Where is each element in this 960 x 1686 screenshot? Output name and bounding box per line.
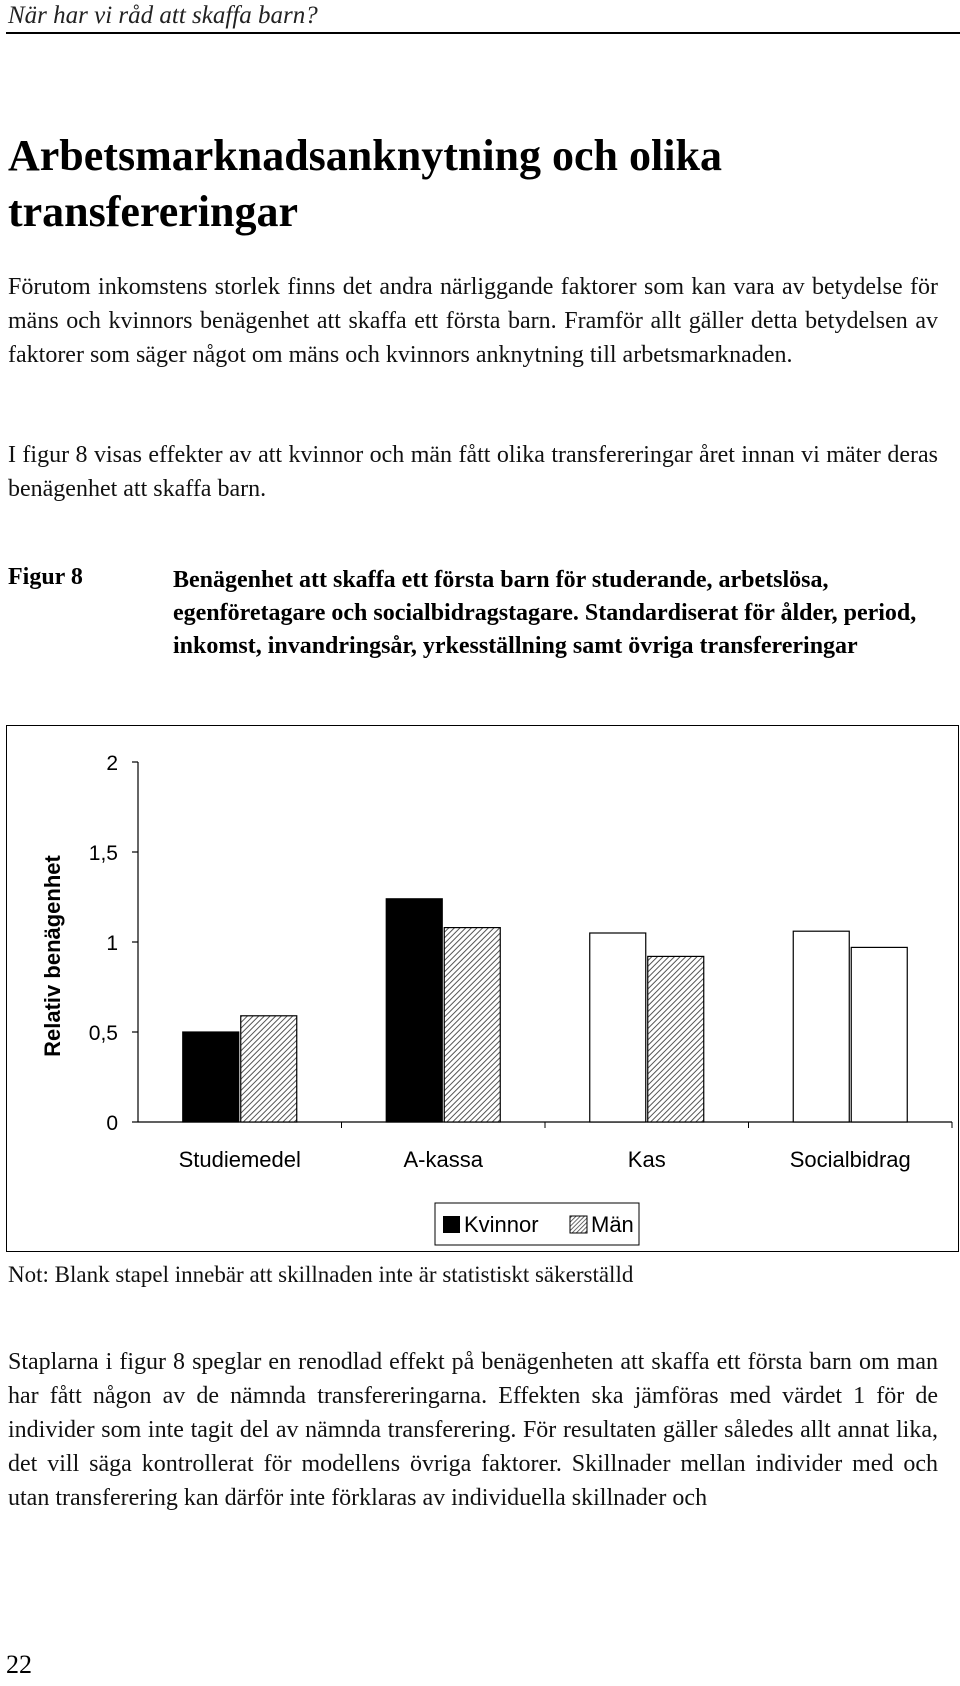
x-tick-label: Studiemedel <box>178 1147 301 1172</box>
paragraph-figure-ref: I figur 8 visas effekter av att kvinnor och män fått olika transfereringar året innan vi mäter deras benägenhet att skaffa barn. <box>8 442 938 502</box>
bar-man-studiemedel <box>241 1016 297 1122</box>
paragraph-intro: Förutom inkomstens storlek finns det andra närliggande faktorer som kan vara av betydelse för mäns och kvinnors benägenhet att skaffa ett första barn. Framför allt gäller detta betydelsen av faktorer som säger något om mäns och kvinnors anknytning till arbetsmarknaden. <box>8 274 938 368</box>
figure-caption: Benägenhet att skaffa ett första barn för studerande, arbetslösa, egenföretagare och socialbidragstagare. Standardiserat för ålder, period, inkomst, invandringsår, yrkesställning samt övriga transfereringar <box>173 567 917 659</box>
paragraph-discussion: Staplarna i figur 8 speglar en renodlad effekt på benägenheten att skaffa ett första barn om man har fått någon av de nämnda transfereringarna. Effekten ska jämföras med värdet 1 för de individer som inte tagit del av nämnda transferering. För resultaten gäller således allt annat lika, det vill säga kontrollerat för modellens övriga faktorer. Skillnader mellan individer med och utan transferering kan därför inte förklaras av individuella skillnader och <box>8 1349 938 1511</box>
x-tick-label: A-kassa <box>403 1147 483 1172</box>
page-number: 22 <box>6 1650 32 1679</box>
legend-label-kvinnor: Kvinnor <box>464 1212 539 1237</box>
running-head: När har vi råd att skaffa barn? <box>8 2 318 29</box>
y-tick-label: 0 <box>106 1112 118 1135</box>
bar-man-a-kassa <box>444 928 500 1122</box>
figure-label: Figur 8 <box>8 564 83 590</box>
bar-chart <box>6 725 959 1253</box>
legend-label-man: Män <box>591 1212 634 1237</box>
figure-note: Not: Blank stapel innebär att skillnaden inte är statistiskt säkerställd <box>8 1262 634 1287</box>
bar-kvinnor-kas <box>590 933 646 1122</box>
legend <box>435 1203 639 1245</box>
header-rule <box>6 32 960 34</box>
legend-swatch-kvinnor <box>443 1216 460 1233</box>
bar-kvinnor-socialbidrag <box>793 931 849 1122</box>
section-title: Arbetsmarknadsanknytning och olika transfereringar <box>8 131 722 236</box>
y-axis-label: Relativ benägenhet <box>40 855 65 1057</box>
y-tick-label: 1 <box>106 932 118 955</box>
bar-man-kas <box>648 956 704 1122</box>
y-tick-label: 2 <box>106 752 118 775</box>
chart-container <box>6 725 959 1253</box>
y-tick-label: 0,5 <box>88 1022 118 1045</box>
x-tick-label: Kas <box>627 1147 666 1172</box>
legend-swatch-man <box>570 1216 587 1233</box>
bar-man-socialbidrag <box>851 947 907 1122</box>
bar-kvinnor-studiemedel <box>183 1032 239 1122</box>
x-tick-label: Socialbidrag <box>789 1147 911 1172</box>
y-tick-label: 1,5 <box>88 842 118 865</box>
bar-kvinnor-a-kassa <box>386 899 442 1122</box>
